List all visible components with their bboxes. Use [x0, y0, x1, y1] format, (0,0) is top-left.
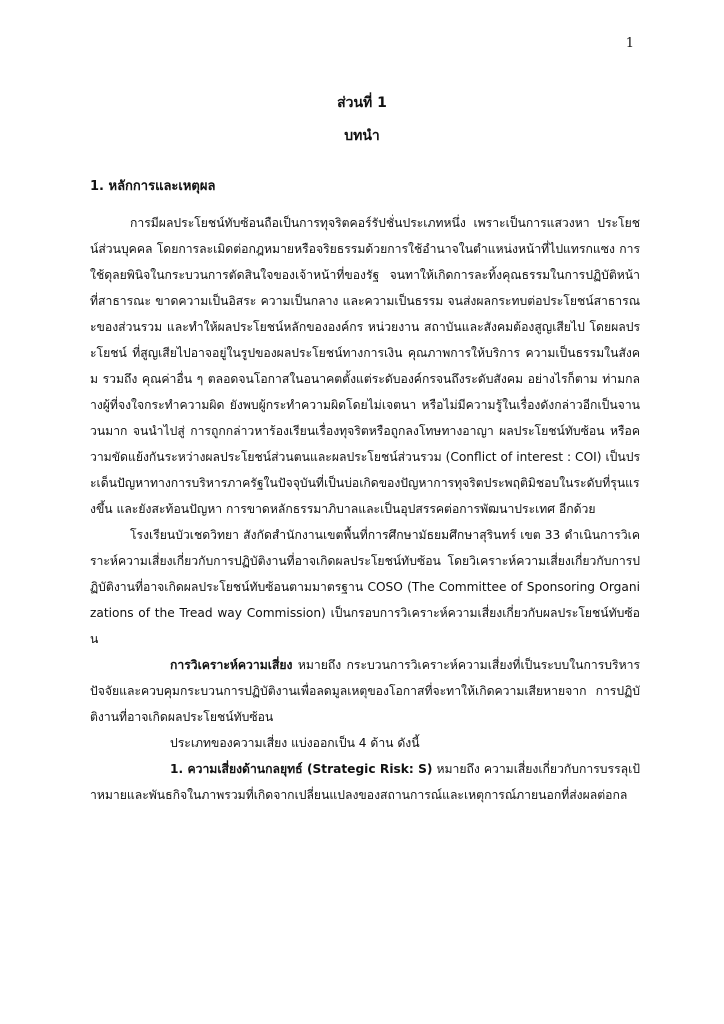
paragraph-risk-types: ประเภทของความเสี่ยง แบ่งออกเป็น 4 ด้าน ดังนี้	[170, 736, 420, 750]
definition-risk-analysis: หมายถึง กระบวนการวิเคราะห์ความเสี่ยงที่เป็นระบบในการบริหารปัจจัยและควบคุมกระบวนการปฏิบัติงานเพื่อลดมูลเหตุของโอกาสที่จะทาให้เกิดความเสียหายจาก การปฏิบัติงานที่อาจเกิดผลประโยชน์ทับซ้อน	[90, 658, 640, 724]
paragraph-school-analysis: โรงเรียนบัวเชดวิทยา สังกัดสำนักงานเขตพื้นที่การศึกษามัธยมศึกษาสุรินทร์ เขต 33 ดำเนินการวิเคราะห์ความเสี่ยงเกี่ยวกับการปฏิบัติงานที่อาจเกิดผลประโยชน์ทับซ้อน โดยวิเคราะห์ความเสี่ยงเกี่ยวกับการปฏิบัติงานที่อาจเกิดผลประโยชน์ทับซ้อนตามมาตรฐาน COSO (The Committee of Sponsoring Organizations of the Tread way Commission) เป็นกรอบการวิเคราะห์ความเสี่ยงเกี่ยวกับผลประโยชน์ทับซ้อน	[90, 528, 640, 646]
paragraph-risk-analysis-definition	[90, 652, 640, 730]
page-number: 1	[625, 36, 634, 51]
term-strategic-risk: 1. ความเสี่ยงด้านกลยุทธ์ (Strategic Risk: S)	[170, 762, 433, 776]
heading-principles: 1. หลักการและเหตุผล	[90, 179, 216, 194]
section-number: ส่วนที่ 1	[337, 95, 387, 111]
body-text	[90, 210, 640, 808]
paragraph-conflict-of-interest: การมีผลประโยชน์ทับซ้อนถือเป็นการทุจริตคอร์รัปชั่นประเภทหนึ่ง เพราะเป็นการแสวงหา ประโยชน์ส่วนบุคคล โดยการละเมิดต่อกฎหมายหรือจริยธรรมด้วยการใช้อำนาจในตำแหน่งหน้าที่ไปแทรกแซง การใช้ดุลยพินิจในกระบวนการตัดสินใจของเจ้าหน้าที่ของรัฐ จนทาให้เกิดการละทิ้งคุณธรรมในการปฏิบัติหน้าที่สาธารณะ ขาดความเป็นอิสระ ความเป็นกลาง และความเป็นธรรม จนส่งผลกระทบต่อประโยชน์สาธารณะของส่วนรวม และทำให้ผลประโยชน์หลักขององค์กร หน่วยงาน สถาบันและสังคมต้องสูญเสียไป โดยผลประโยชน์ ที่สูญเสียไปอาจอยู่ในรูปของผลประโยชน์ทางการเงิน คุณภาพการให้บริการ ความเป็นธรรมในสังคม รวมถึง คุณค่าอื่น ๆ ตลอดจนโอกาสในอนาคตตั้งแต่ระดับองค์กรจนถึงระดับสังคม อย่างไรก็ตาม ท่ามกลางผู้ที่จงใจกระทำความผิด ยังพบผู้กระทำความผิดโดยไม่เจตนา หรือไม่มีความรู้ในเรื่องดังกล่าวอีกเป็นจานวนมาก จนนำไปสู่ การถูกกล่าวหาร้องเรียนเรื่องทุจริตหรือถูกลงโทษทางอาญา ผลประโยชน์ทับซ้อน หรือความขัดแย้งกันระหว่างผลประโยชน์ส่วนตนและผลประโยชน์ส่วนรวม (Conflict of interest : COI) เป็นประเด็นปัญหาทางการบริหารภาครัฐในปัจจุบันที่เป็นบ่อเกิดของปัญหาการทุจริตประพฤติมิชอบในระดับที่รุนแรงขึ้น และยังสะท้อนปัญหา การขาดหลักธรรมาภิบาลและเป็นอุปสรรคต่อการพัฒนาประเทศ อีกด้วย	[90, 216, 640, 516]
definition-strategic-risk: หมายถึง ความเสี่ยงเกี่ยวกับการบรรลุเป้าหมายและพันธกิจในภาพรวมที่เกิดจากเปลี่ยนแปลงของสถานการณ์และเหตุการณ์ภายนอกที่ส่งผลต่อกล	[90, 762, 640, 802]
term-risk-analysis: การวิเคราะห์ความเสี่ยง	[170, 658, 293, 672]
section-title: บทนำ	[344, 128, 380, 144]
paragraph-strategic-risk	[90, 756, 640, 808]
